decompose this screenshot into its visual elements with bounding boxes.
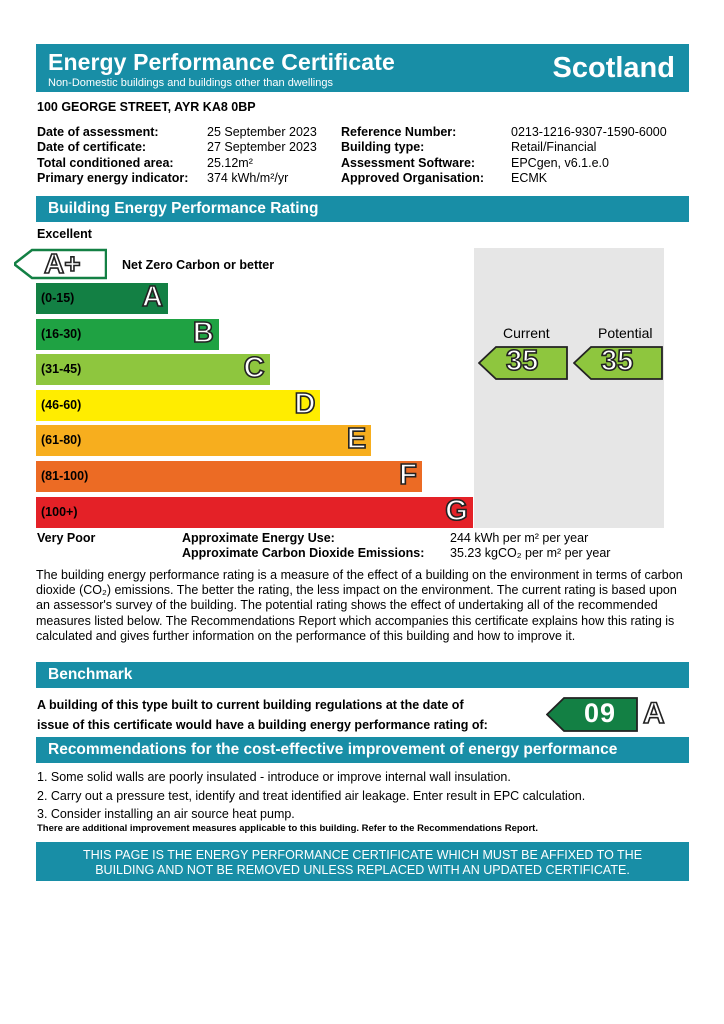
detail-value: 25.12m²: [207, 155, 253, 170]
certificate-subtitle: Non-Domestic buildings and buildings other than dwellings: [48, 77, 333, 89]
energy-use-value: 244 kWh per m² per year: [450, 531, 589, 545]
recommendation-item: 3. Consider installing an air source heat pump.: [37, 807, 295, 821]
rating-band-range: (46-60): [41, 397, 82, 412]
recommendation-item: 1. Some solid walls are poorly insulated - introduce or improve internal wall insulation.: [37, 770, 511, 784]
detail-value: EPCgen, v6.1.e.0: [511, 155, 609, 170]
detail-value: 25 September 2023: [207, 125, 317, 139]
energy-use-label: Approximate Energy Use:: [182, 531, 335, 545]
detail-value: Retail/Financial: [511, 140, 597, 155]
footer-line-2: BUILDING AND NOT BE REMOVED UNLESS REPLACED WITH AN UPDATED CERTIFICATE.: [95, 862, 630, 877]
recommendations-list: [37, 768, 585, 824]
rating-band-range: (16-30): [41, 326, 82, 341]
rating-band-letter: A: [142, 281, 163, 313]
potential-rating-arrow: [573, 346, 663, 380]
rating-section-heading: Building Energy Performance Rating: [36, 196, 689, 222]
co2-value: 35.23 kgCO₂ per m² per year: [450, 545, 611, 560]
rating-band-range: (61-80): [41, 433, 82, 448]
current-rating-value: 35: [506, 345, 539, 377]
detail-value: 27 September 2023: [207, 140, 317, 155]
rating-band-letter: E: [346, 423, 367, 456]
aplus-letter: A+: [44, 248, 81, 279]
detail-label: Total conditioned area:: [37, 155, 174, 170]
benchmark-text: [37, 695, 488, 735]
energy-use-labels: [182, 531, 424, 560]
property-address: 100 GEORGE STREET, AYR KA8 0BP: [37, 100, 256, 114]
rating-band-letter: B: [192, 316, 214, 349]
detail-label: Primary energy indicator:: [37, 170, 189, 185]
detail-label: Approved Organisation:: [341, 170, 485, 185]
potential-label: Potential: [598, 325, 653, 341]
region-label: Scotland: [552, 52, 675, 84]
rating-band-b: [36, 316, 219, 350]
detail-label: Date of certificate:: [37, 140, 147, 155]
detail-value: 374 kWh/m²/yr: [207, 170, 289, 185]
rating-band-letter: D: [294, 387, 316, 420]
rating-band-f: [36, 461, 422, 492]
benchmark-value: 09: [584, 698, 617, 728]
benchmark-heading: Benchmark: [36, 662, 689, 688]
rating-band-g: [36, 494, 473, 528]
benchmark-line-2: issue of this certificate would have a building energy performance rating of:: [37, 718, 488, 732]
footer-notice: [36, 842, 689, 881]
rating-band-d: [36, 387, 320, 421]
details-right-labels: [341, 125, 484, 186]
excellent-label: Excellent: [37, 227, 92, 241]
recommendations-note: There are additional improvement measures applicable to this building. Refer to the Recommendations Report.: [37, 823, 538, 834]
rating-band-letter: C: [243, 352, 265, 385]
very-poor-label: Very Poor: [37, 531, 96, 545]
current-rating-arrow: [478, 346, 568, 380]
details-right-values: [511, 125, 667, 186]
detail-value: ECMK: [511, 170, 548, 185]
detail-label: Reference Number:: [341, 125, 457, 139]
rating-comparison-panel: [474, 248, 664, 528]
detail-value: 0213-1216-9307-1590-6000: [511, 125, 667, 139]
detail-label: Building type:: [341, 140, 425, 155]
rating-band-range: (0-15): [41, 291, 75, 305]
recommendations-heading: Recommendations for the cost-effective improvement of energy performance: [36, 737, 689, 763]
benchmark-line-1: A building of this type built to current building regulations at the date of: [37, 698, 464, 712]
certificate-header: [36, 44, 689, 92]
current-label: Current: [503, 325, 550, 341]
rating-band-letter: G: [445, 494, 468, 527]
rating-description: The building energy performance rating is a measure of the effect of a building on the environment in terms of carbon dioxide (CO₂) emissions. The better the rating, the less impact on the environment. The current rating is based upon an assessor's survey of the building. The potential rating shows the effect of undertaking all of the recommended measures listed below. The Recommendations Report which accompanies this certificate explains how this rating is calculated and gives further information on the performance of this building and how to improve it.: [36, 568, 683, 643]
co2-label: Approximate Carbon Dioxide Emissions:: [182, 545, 425, 560]
rating-band-c: [36, 354, 270, 385]
benchmark-letter: A: [643, 697, 665, 730]
potential-rating-value: 35: [601, 345, 634, 377]
details-left-labels: [37, 125, 188, 186]
rating-band-range: (100+): [41, 504, 78, 519]
certificate-title: Energy Performance Certificate: [48, 49, 395, 75]
aplus-band: [14, 248, 107, 280]
rating-band-range: (81-100): [41, 469, 89, 483]
energy-use-values: [450, 531, 610, 560]
rating-band-a: [36, 283, 168, 314]
rating-band-e: [36, 425, 371, 456]
recommendation-item: 2. Carry out a pressure test, identify and treat identified air leakage. Enter result in EPC calculation.: [37, 788, 586, 803]
detail-label: Date of assessment:: [37, 125, 159, 139]
net-zero-label: Net Zero Carbon or better: [122, 258, 275, 272]
rating-band-letter: F: [399, 459, 417, 491]
rating-band-range: (31-45): [41, 362, 82, 377]
detail-label: Assessment Software:: [341, 155, 476, 170]
details-left-values: [207, 125, 317, 186]
footer-line-1: THIS PAGE IS THE ENERGY PERFORMANCE CERTIFICATE WHICH MUST BE AFFIXED TO THE: [82, 848, 643, 862]
